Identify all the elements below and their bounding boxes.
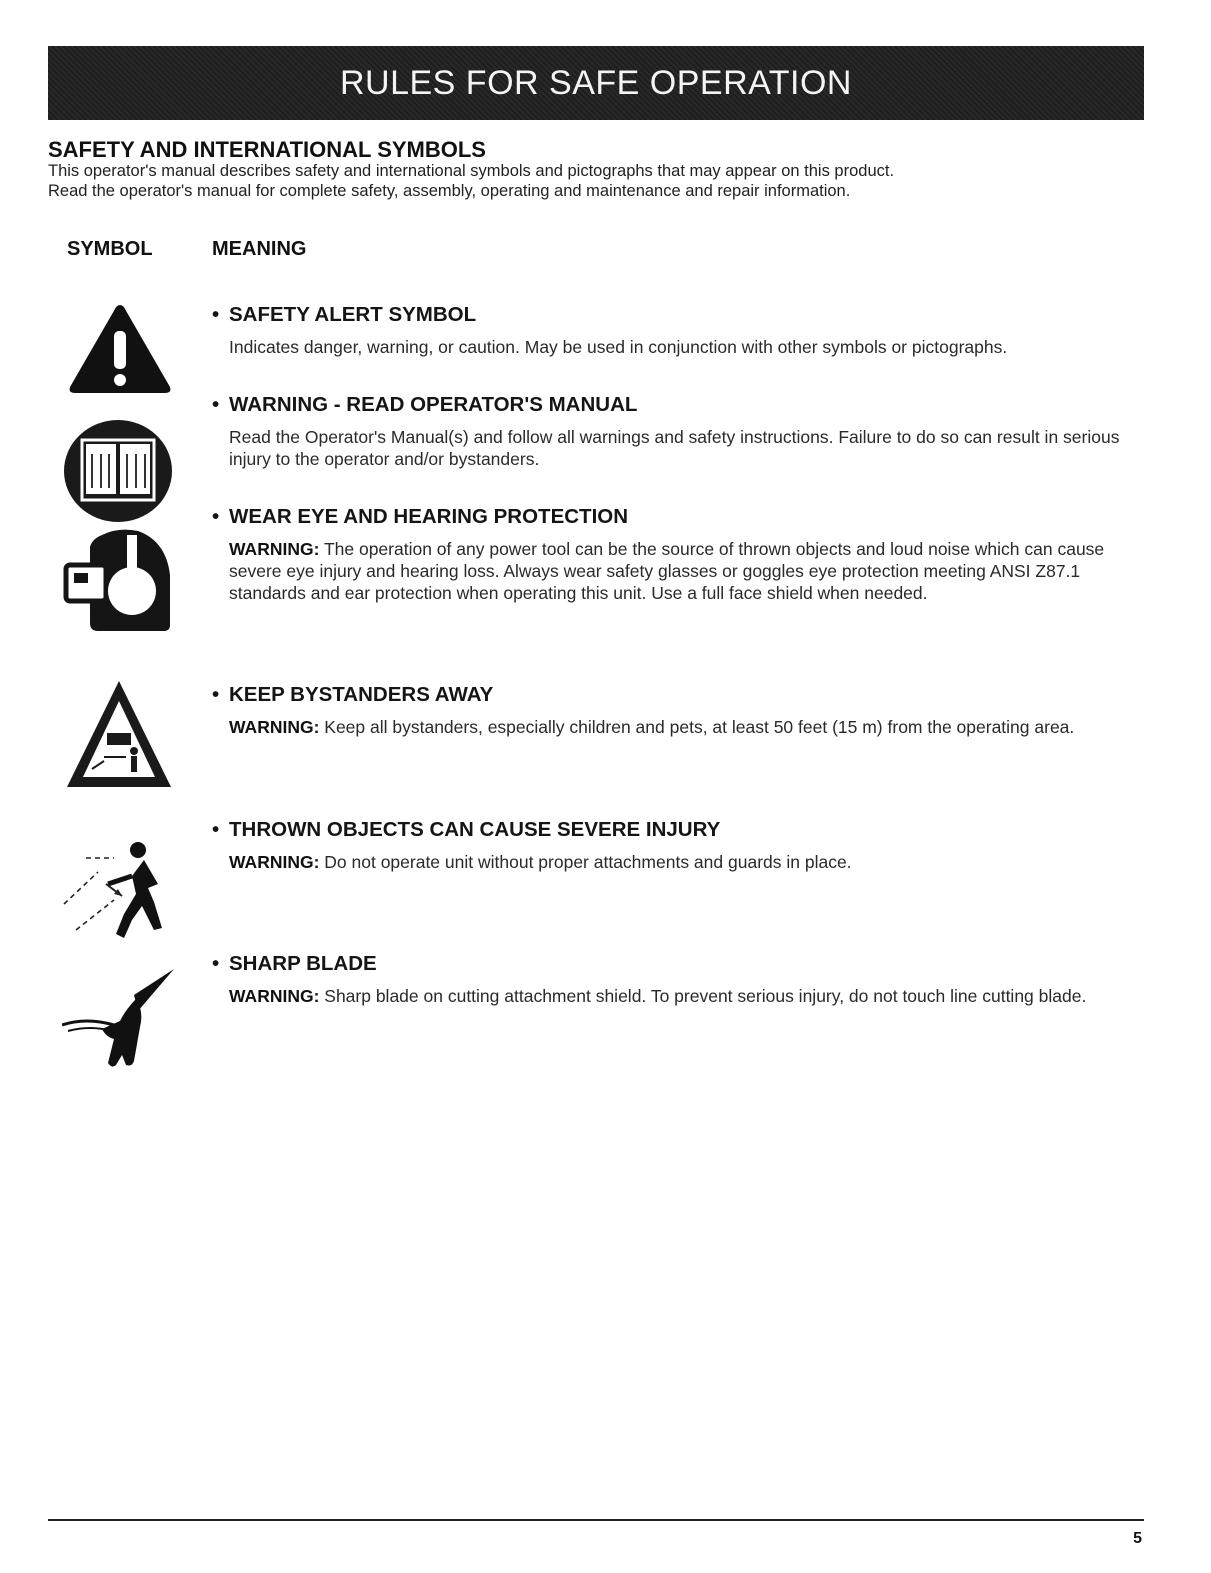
entry-title <box>212 818 1157 842</box>
entry-description-text: Read the Operator's Manual(s) and follow all warnings and safety instructions. Failure to do so can result in serious injury to the operator and/or bystanders. <box>229 427 1120 469</box>
entry-title-text: SHARP BLADE <box>229 952 377 975</box>
page-number: 5 <box>1133 1530 1142 1547</box>
entry-description <box>212 851 1157 873</box>
entry-title-text: SAFETY ALERT SYMBOL <box>229 303 477 326</box>
entry-description <box>212 716 1157 738</box>
entry-description-text: Sharp blade on cutting attachment shield. To prevent serious injury, do not touch line cutting blade. <box>319 986 1087 1006</box>
symbol-entry <box>212 303 1157 358</box>
entry-description <box>212 538 1157 604</box>
entry-title <box>212 952 1157 976</box>
entry-title-text: WEAR EYE AND HEARING PROTECTION <box>229 505 629 528</box>
entry-title <box>212 505 1157 529</box>
symbol-entry <box>212 505 1157 604</box>
bullet-glyph: • <box>212 303 220 326</box>
entry-description-text: The operation of any power tool can be the source of thrown objects and loud noise which can cause severe eye injury and hearing loss. Always wear safety glasses or goggles eye protection meeting ANSI Z87.1 standards and ear protection when operating this unit. Use a full face shield when needed. <box>229 539 1105 603</box>
footer-divider <box>48 1519 1144 1521</box>
entry-description-text: Indicates danger, warning, or caution. May be used in conjunction with other symbols or pictographs. <box>229 337 1008 357</box>
entry-description-text: Keep all bystanders, especially children and pets, at least 50 feet (15 m) from the operating area. <box>319 717 1075 737</box>
entry-title <box>212 303 1157 327</box>
entry-description <box>212 426 1157 470</box>
entry-description <box>212 985 1157 1007</box>
entry-description <box>212 336 1157 358</box>
eye-hearing-protection-icon <box>62 527 174 635</box>
symbol-entry <box>212 683 1157 738</box>
symbol-entry <box>212 952 1157 1007</box>
section-intro <box>48 161 1158 201</box>
intro-line-2: Read the operator's manual for complete safety, assembly, operating and maintenance and repair information. <box>48 182 851 200</box>
warning-prefix: WARNING: <box>229 986 320 1006</box>
symbol-entry <box>212 393 1157 470</box>
safety-alert-triangle-icon <box>66 301 174 397</box>
bullet-glyph: • <box>212 952 220 975</box>
thrown-objects-icon <box>62 838 176 944</box>
banner-title: RULES FOR SAFE OPERATION <box>339 63 852 102</box>
bullet-glyph: • <box>212 505 220 528</box>
bullet-glyph: • <box>212 683 220 706</box>
intro-line-1: This operator's manual describes safety and international symbols and pictographs that may appear on this product. <box>48 162 895 180</box>
symbol-column-header: SYMBOL <box>67 238 153 260</box>
read-manual-icon <box>61 417 175 525</box>
warning-prefix: WARNING: <box>229 539 320 559</box>
section-heading: SAFETY AND INTERNATIONAL SYMBOLS <box>48 137 486 162</box>
symbol-entry <box>212 818 1157 873</box>
entry-title-text: WARNING - READ OPERATOR'S MANUAL <box>229 393 638 416</box>
bullet-glyph: • <box>212 818 220 841</box>
page-banner <box>48 46 1144 120</box>
sharp-blade-icon <box>62 967 178 1071</box>
entry-description-text: Do not operate unit without proper attachments and guards in place. <box>319 852 852 872</box>
entry-title-text: THROWN OBJECTS CAN CAUSE SEVERE INJURY <box>229 818 721 841</box>
entry-title <box>212 683 1157 707</box>
keep-bystanders-away-icon <box>64 677 174 791</box>
warning-prefix: WARNING: <box>229 852 320 872</box>
warning-prefix: WARNING: <box>229 717 320 737</box>
meaning-column-header: MEANING <box>212 238 307 260</box>
entry-title-text: KEEP BYSTANDERS AWAY <box>229 683 494 706</box>
entry-title <box>212 393 1157 417</box>
bullet-glyph: • <box>212 393 220 416</box>
